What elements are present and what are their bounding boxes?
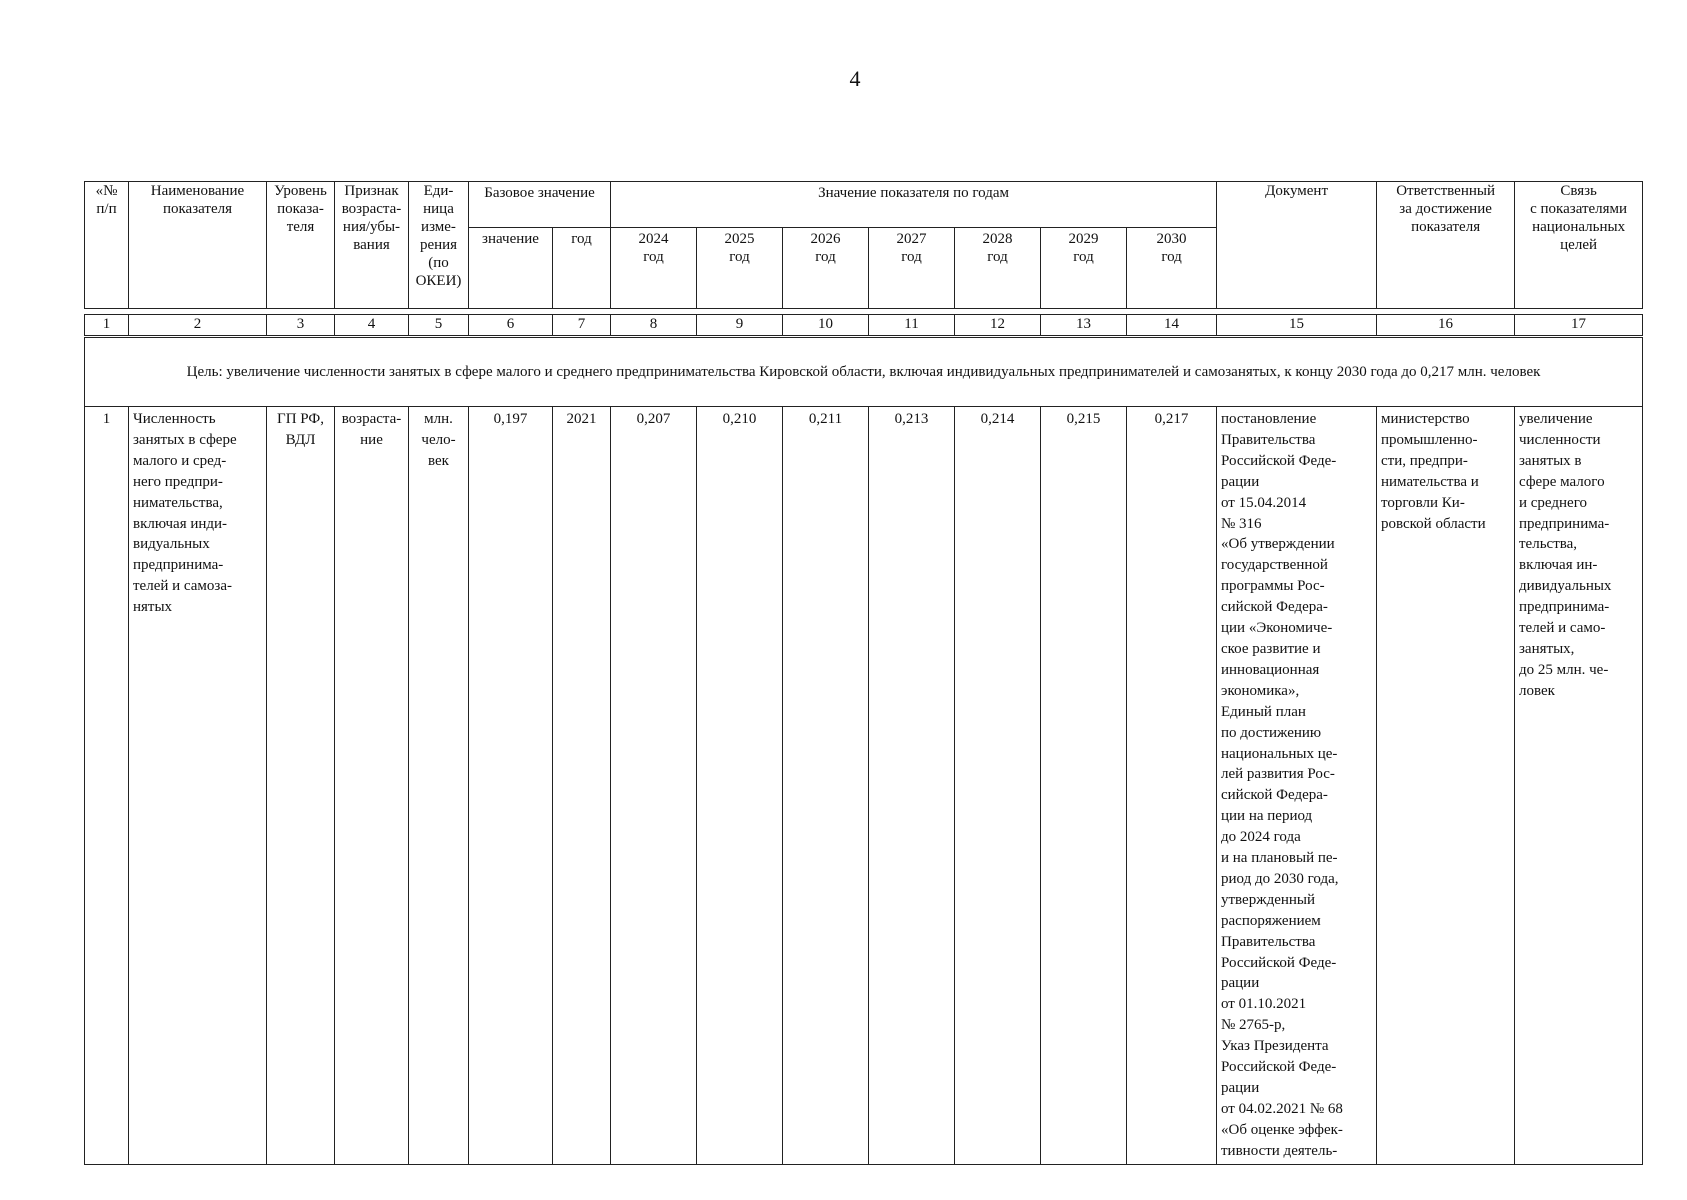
column-number: 2 bbox=[129, 315, 267, 336]
column-number: 11 bbox=[869, 315, 955, 336]
row-value-2030: 0,217 bbox=[1127, 407, 1217, 1165]
header-year-2027: 2027 год bbox=[869, 228, 955, 309]
row-value-2024: 0,207 bbox=[611, 407, 697, 1165]
header-col-link: Связь с показателями национальных целей bbox=[1515, 182, 1643, 309]
column-number: 10 bbox=[783, 315, 869, 336]
table-column-numbers bbox=[84, 314, 1643, 336]
page-number: 4 bbox=[849, 66, 861, 91]
header-col-sign: Признак возраста- ния/убы- вания bbox=[335, 182, 409, 309]
row-value-2026: 0,211 bbox=[783, 407, 869, 1165]
row-value-2027: 0,213 bbox=[869, 407, 955, 1165]
row-base-year: 2021 bbox=[553, 407, 611, 1165]
header-col-unit: Еди- ница изме- рения (по ОКЕИ) bbox=[409, 182, 469, 309]
header-col-document: Документ bbox=[1217, 182, 1377, 309]
table-body bbox=[84, 337, 1643, 1165]
column-number: 5 bbox=[409, 315, 469, 336]
column-number: 3 bbox=[267, 315, 335, 336]
header-col-base-value: значение bbox=[469, 228, 553, 309]
column-number: 7 bbox=[553, 315, 611, 336]
row-num: 1 bbox=[85, 407, 129, 1165]
row-value-2028: 0,214 bbox=[955, 407, 1041, 1165]
column-number: 1 bbox=[85, 315, 129, 336]
column-number: 6 bbox=[469, 315, 553, 336]
row-document: постановление Правительства Российской Феде- рации от 15.04.2014 № 316 «Об утверждении государственной программы Рос- сийской Федера- ции «Экономиче- ское развитие и инновационная экономика», Единый план по достижению национальных це- лей развития Рос- сийской Федера- ции на период до 2024 года и на плановый пе- риод до 2030 года, утвержденный распоряжением Правительства Российской Феде- рации от 01.10.2021 № 2765-р, Указ Президента Российской Феде- рации от 04.02.2021 № 68 «Об оценке эффек- тивности деятель- bbox=[1217, 407, 1377, 1165]
column-number: 8 bbox=[611, 315, 697, 336]
column-number: 13 bbox=[1041, 315, 1127, 336]
row-value-2029: 0,215 bbox=[1041, 407, 1127, 1165]
column-number: 16 bbox=[1377, 315, 1515, 336]
column-number: 9 bbox=[697, 315, 783, 336]
table-row bbox=[85, 407, 1643, 1165]
header-col-name: Наименование показателя bbox=[129, 182, 267, 309]
header-year-2030: 2030 год bbox=[1127, 228, 1217, 309]
row-national-goal-link: увеличение численности занятых в сфере малого и среднего предпринима- тельства, включая ин- дивидуальных предпринима- телей и само- занятых, до 25 млн. че- ловек bbox=[1515, 407, 1643, 1165]
header-year-2029: 2029 год bbox=[1041, 228, 1127, 309]
header-year-2024: 2024 год bbox=[611, 228, 697, 309]
table-header bbox=[84, 181, 1643, 309]
goal-row: Цель: увеличение численности занятых в сфере малого и среднего предпринимательства Кировской области, включая индивидуальных предпринимателей и самозанятых, к концу 2030 года до 0,217 млн. человек bbox=[85, 338, 1643, 407]
header-col-responsible: Ответственный за достижение показателя bbox=[1377, 182, 1515, 309]
header-col-num: «№ п/п bbox=[85, 182, 129, 309]
header-year-2028: 2028 год bbox=[955, 228, 1041, 309]
header-col-base: Базовое значение bbox=[469, 182, 611, 228]
header-col-level: Уровень показа- теля bbox=[267, 182, 335, 309]
row-unit: млн. чело- век bbox=[409, 407, 469, 1165]
header-col-base-year: год bbox=[553, 228, 611, 309]
row-responsible: министерство промышленно- сти, предпри- нимательства и торговли Ки- ровской области bbox=[1377, 407, 1515, 1165]
row-level: ГП РФ, ВДЛ bbox=[267, 407, 335, 1165]
row-value-2025: 0,210 bbox=[697, 407, 783, 1165]
row-sign: возраста- ние bbox=[335, 407, 409, 1165]
column-number: 12 bbox=[955, 315, 1041, 336]
column-number: 15 bbox=[1217, 315, 1377, 336]
column-number: 17 bbox=[1515, 315, 1643, 336]
row-base-value: 0,197 bbox=[469, 407, 553, 1165]
header-year-2026: 2026 год bbox=[783, 228, 869, 309]
header-year-2025: 2025 год bbox=[697, 228, 783, 309]
column-number: 14 bbox=[1127, 315, 1217, 336]
header-col-years-group: Значение показателя по годам bbox=[611, 182, 1217, 228]
row-indicator-name: Численность занятых в сфере малого и сред- него предпри- нимательства, включая инди- видуальных предпринима- телей и самоза- нятых bbox=[129, 407, 267, 1165]
column-number: 4 bbox=[335, 315, 409, 336]
